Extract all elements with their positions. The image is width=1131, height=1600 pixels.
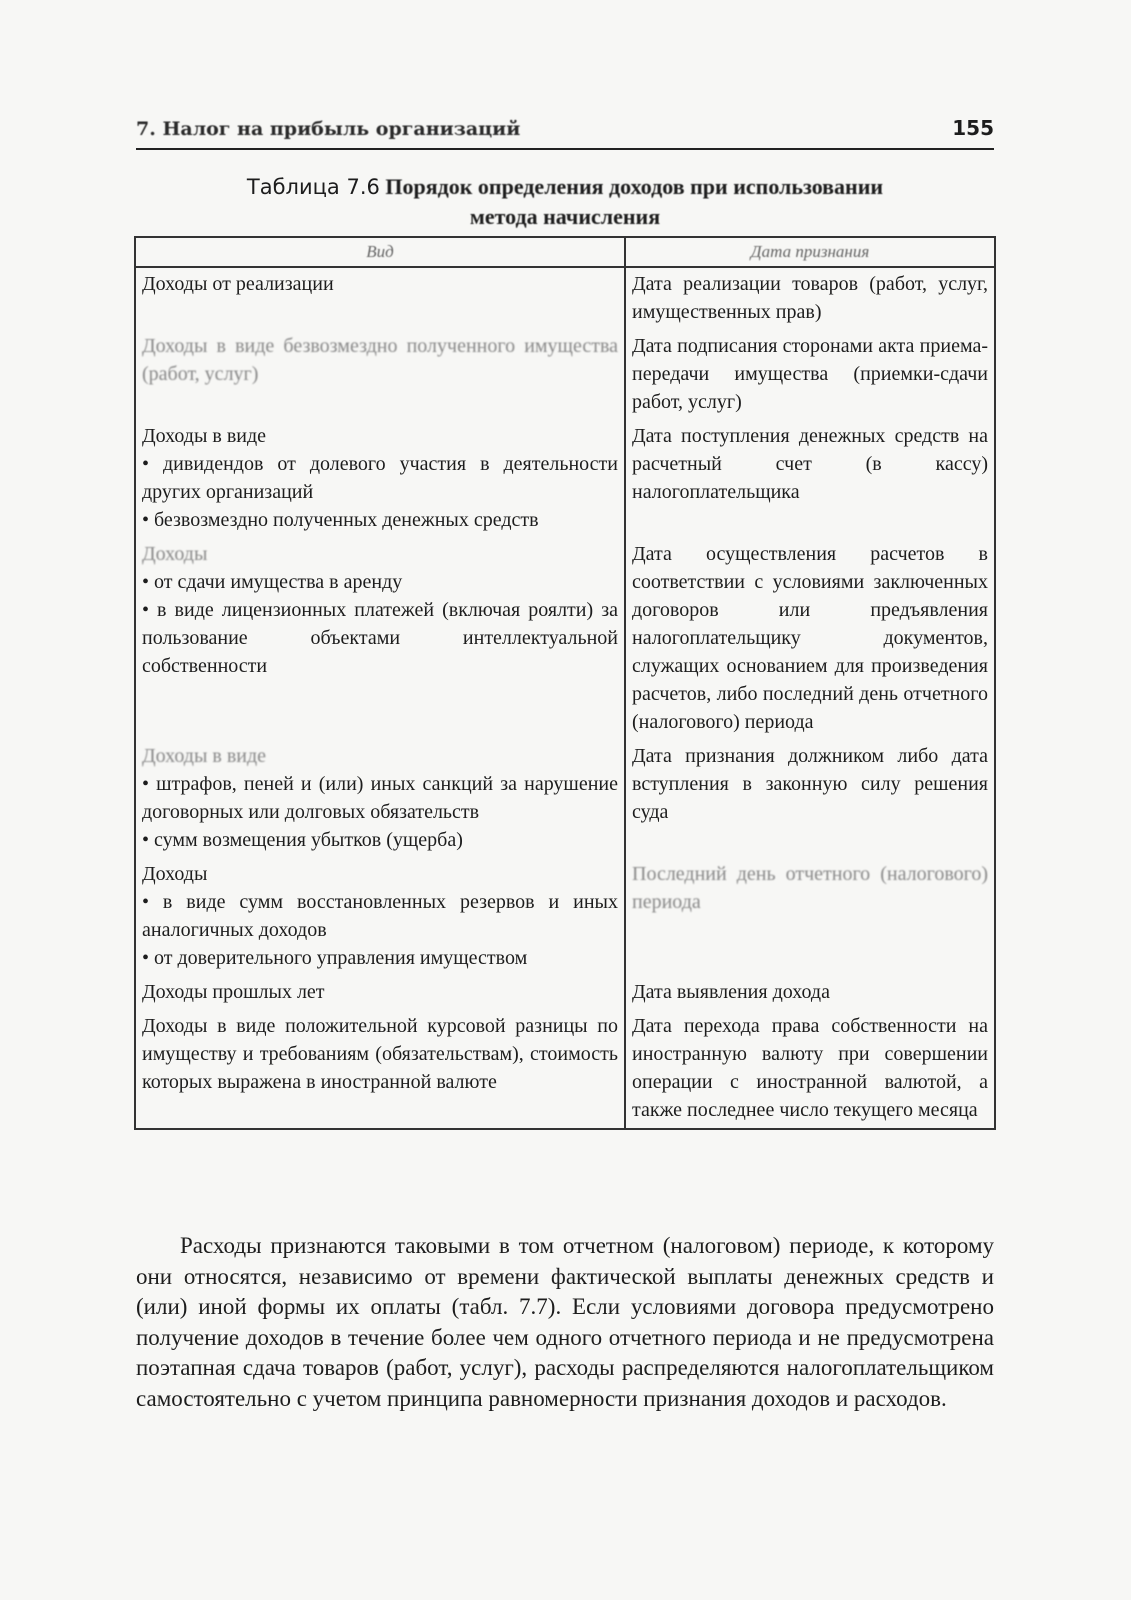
cell-line: • штрафов, пеней и (или) иных санкций за нарушение договорных или долговых обязательств — [142, 773, 618, 823]
cell-line: Дата поступления денежных средств на расчетный счет (в кассу) налогоплательщика — [632, 425, 988, 503]
cell-line: Доходы в виде положительной курсовой разницы по имуществу и требованиям (обязательствам), стоимость которых выражена в иностранной валюте — [142, 1015, 618, 1093]
cell-line: • в виде лицензионных платежей (включая роялти) за пользование объектами интеллектуальной собственности — [142, 599, 618, 677]
table-row — [135, 538, 995, 740]
cell-line: Доходы от реализации — [142, 273, 334, 295]
cell-line: Доходы прошлых лет — [142, 981, 325, 1003]
cell-line: Доходы в виде — [142, 425, 267, 447]
cell-line: • в виде сумм восстановленных резервов и иных аналогичных доходов — [142, 891, 618, 941]
cell-line: Последний день отчетного (налогового) периода — [632, 863, 988, 913]
page-number: 155 — [952, 116, 994, 140]
cell-line: • дивидендов от долевого участия в деятельности других организаций — [142, 453, 618, 503]
table-title-line-2: метода начисления — [469, 204, 661, 229]
cell-line: Дата осуществления расчетов в соответствии с условиями заключенных договоров или предъявления налогоплательщику документов, служащих основанием для произведения расчетов, либо последний день отчетного (налогового) периода — [632, 543, 988, 733]
table-row — [135, 1010, 995, 1129]
cell-line: Дата выявления дохода — [632, 981, 830, 1003]
cell-line: • от сдачи имущества в аренду — [142, 571, 403, 593]
table-label: Таблица 7.6 — [246, 175, 380, 199]
table-caption — [136, 172, 994, 232]
cell-type — [135, 330, 625, 420]
table-title-line-1: Порядок определения доходов при использовании — [385, 174, 884, 199]
cell-line: Доходы в виде безвозмездно полученного имущества (работ, услуг) — [142, 335, 618, 385]
table-row — [135, 740, 995, 858]
table-row — [135, 420, 995, 538]
cell-line: Дата подписания сторонами акта приема-передачи имущества (приемки-сдачи работ, услуг) — [632, 335, 988, 413]
cell-date — [625, 1010, 995, 1129]
running-header — [136, 112, 994, 150]
table-header-row — [135, 237, 995, 267]
cell-line: Доходы в виде — [142, 745, 267, 767]
cell-line: Дата перехода права собственности на иностранную валюту при совершении операции с иностранной валютой, а также последнее число текущего месяца — [632, 1015, 988, 1121]
cell-type — [135, 858, 625, 976]
column-header-date: Дата признания — [625, 237, 995, 267]
cell-date — [625, 267, 995, 330]
cell-type — [135, 420, 625, 538]
cell-type — [135, 1010, 625, 1129]
table-row — [135, 858, 995, 976]
cell-line: Доходы — [142, 543, 208, 565]
cell-date — [625, 976, 995, 1010]
income-recognition-table — [134, 236, 996, 1130]
cell-type — [135, 976, 625, 1010]
cell-date — [625, 740, 995, 858]
table-row — [135, 267, 995, 330]
cell-date — [625, 330, 995, 420]
cell-type — [135, 267, 625, 330]
body-paragraph: Расходы признаются таковыми в том отчетном (налоговом) периоде, к которому они относятся, независимо от времени фактической выплаты денежных средств и (или) иной формы их оплаты (табл. 7.7). Если условиями договора предусмотрено получение доходов в течение более чем одного отчетного периода и не предусмотрена поэтапная сдача товаров (работ, услуг), расходы распределяются налогоплательщиком самостоятельно с учетом принципа равномерности признания доходов и расходов. — [136, 1233, 994, 1411]
cell-line: Дата признания должником либо дата вступления в законную силу решения суда — [632, 745, 988, 823]
cell-line: • от доверительного управления имуществом — [142, 947, 528, 969]
cell-date — [625, 538, 995, 740]
cell-line: Дата реализации товаров (работ, услуг, имущественных прав) — [632, 273, 988, 323]
column-header-type: Вид — [135, 237, 625, 267]
cell-type — [135, 538, 625, 740]
cell-date — [625, 858, 995, 976]
table-row — [135, 976, 995, 1010]
cell-line: • сумм возмещения убытков (ущерба) — [142, 829, 463, 851]
chapter-title: 7. Налог на прибыль организаций — [136, 118, 521, 140]
table-row — [135, 330, 995, 420]
cell-type — [135, 740, 625, 858]
cell-line: • безвозмездно полученных денежных средств — [142, 509, 539, 531]
cell-line: Доходы — [142, 863, 208, 885]
cell-date — [625, 420, 995, 538]
